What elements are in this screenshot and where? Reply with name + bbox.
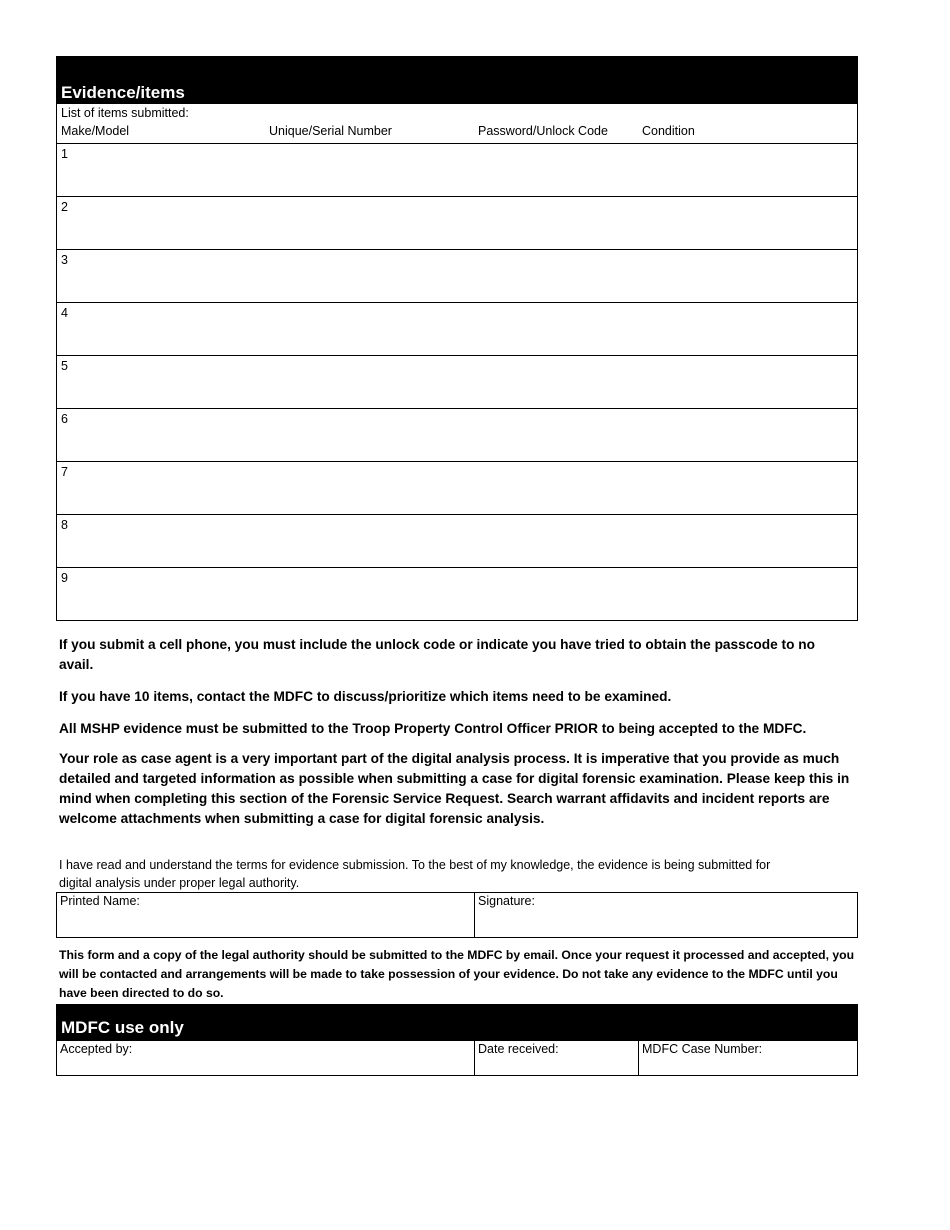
evidence-item-row-7[interactable] [57, 462, 857, 515]
cell-phone-note: If you submit a cell phone, you must include the unlock code or indicate you have tried to obtain the passcode to no avail. [59, 637, 815, 672]
evidence-item-row-2[interactable] [57, 197, 857, 250]
evidence-item-row-3[interactable] [57, 250, 857, 303]
accepted-by-field[interactable] [57, 1041, 475, 1075]
evidence-item-row-6[interactable] [57, 409, 857, 462]
mdfc-section-title: MDFC use only [61, 1018, 184, 1037]
item-number: 1 [61, 147, 68, 161]
date-received-label: Date received: [478, 1042, 559, 1056]
evidence-item-row-4[interactable] [57, 303, 857, 356]
evidence-table [56, 104, 858, 621]
forensic-request-form [56, 56, 858, 1076]
mdfc-use-block [56, 1041, 858, 1076]
mshp-note: All MSHP evidence must be submitted to the Troop Property Control Officer PRIOR to being accepted to the MDFC. [59, 721, 807, 736]
column-unlock-code: Password/Unlock Code [478, 124, 608, 138]
item-number: 2 [61, 200, 68, 214]
item-number: 3 [61, 253, 68, 267]
accepted-by-label: Accepted by: [60, 1042, 133, 1056]
item-number: 6 [61, 412, 68, 426]
item-number: 7 [61, 465, 68, 479]
item-number: 8 [61, 518, 68, 532]
column-condition: Condition [642, 124, 695, 138]
signature-block [56, 892, 858, 938]
signature-label: Signature: [478, 894, 535, 908]
evidence-section-header [56, 56, 858, 104]
evidence-item-row-9[interactable] [57, 568, 857, 620]
date-received-field[interactable] [475, 1041, 639, 1075]
evidence-item-row-8[interactable] [57, 515, 857, 568]
evidence-item-row-5[interactable] [57, 356, 857, 409]
item-number: 5 [61, 359, 68, 373]
evidence-item-row-1[interactable] [57, 144, 857, 197]
ten-items-note: If you have 10 items, contact the MDFC to discuss/prioritize which items need to be examined. [59, 689, 672, 704]
submission-instructions [56, 635, 858, 829]
item-number: 9 [61, 571, 68, 585]
printed-name-label: Printed Name: [60, 894, 140, 908]
email-submission-note: This form and a copy of the legal authority should be submitted to the MDFC by email. Once your request it processed and accepted, you will be contacted and arrangements will be made to take possession of your evidence. Do not take any evidence to the MDFC until you have been directed to do so. [59, 948, 855, 1000]
signature-field[interactable] [475, 893, 857, 937]
evidence-table-header [57, 104, 857, 144]
case-number-field[interactable] [639, 1041, 857, 1075]
case-number-label: MDFC Case Number: [642, 1042, 763, 1056]
column-serial-number: Unique/Serial Number [269, 124, 392, 138]
mdfc-section-header [56, 1004, 858, 1041]
item-number: 4 [61, 306, 68, 320]
case-agent-role-note: Your role as case agent is a very important part of the digital analysis process. It is imperative that you provide as much detailed and targeted information as possible when submitting a case for digital forensic examination. Please keep this in mind when completing this section of the Forensic Service Request. Search warrant affidavits and incident reports are welcome attachments when submitting a case for digital forensic analysis. [59, 751, 850, 826]
column-make-model: Make/Model [61, 124, 130, 138]
items-list-caption: List of items submitted: [61, 106, 189, 120]
printed-name-field[interactable] [57, 893, 475, 937]
evidence-section-title: Evidence/items [61, 83, 185, 102]
attestation-statement: I have read and understand the terms for evidence submission. To the best of my knowledge, the evidence is being submitted for digital analysis under proper legal authority. [59, 858, 771, 890]
